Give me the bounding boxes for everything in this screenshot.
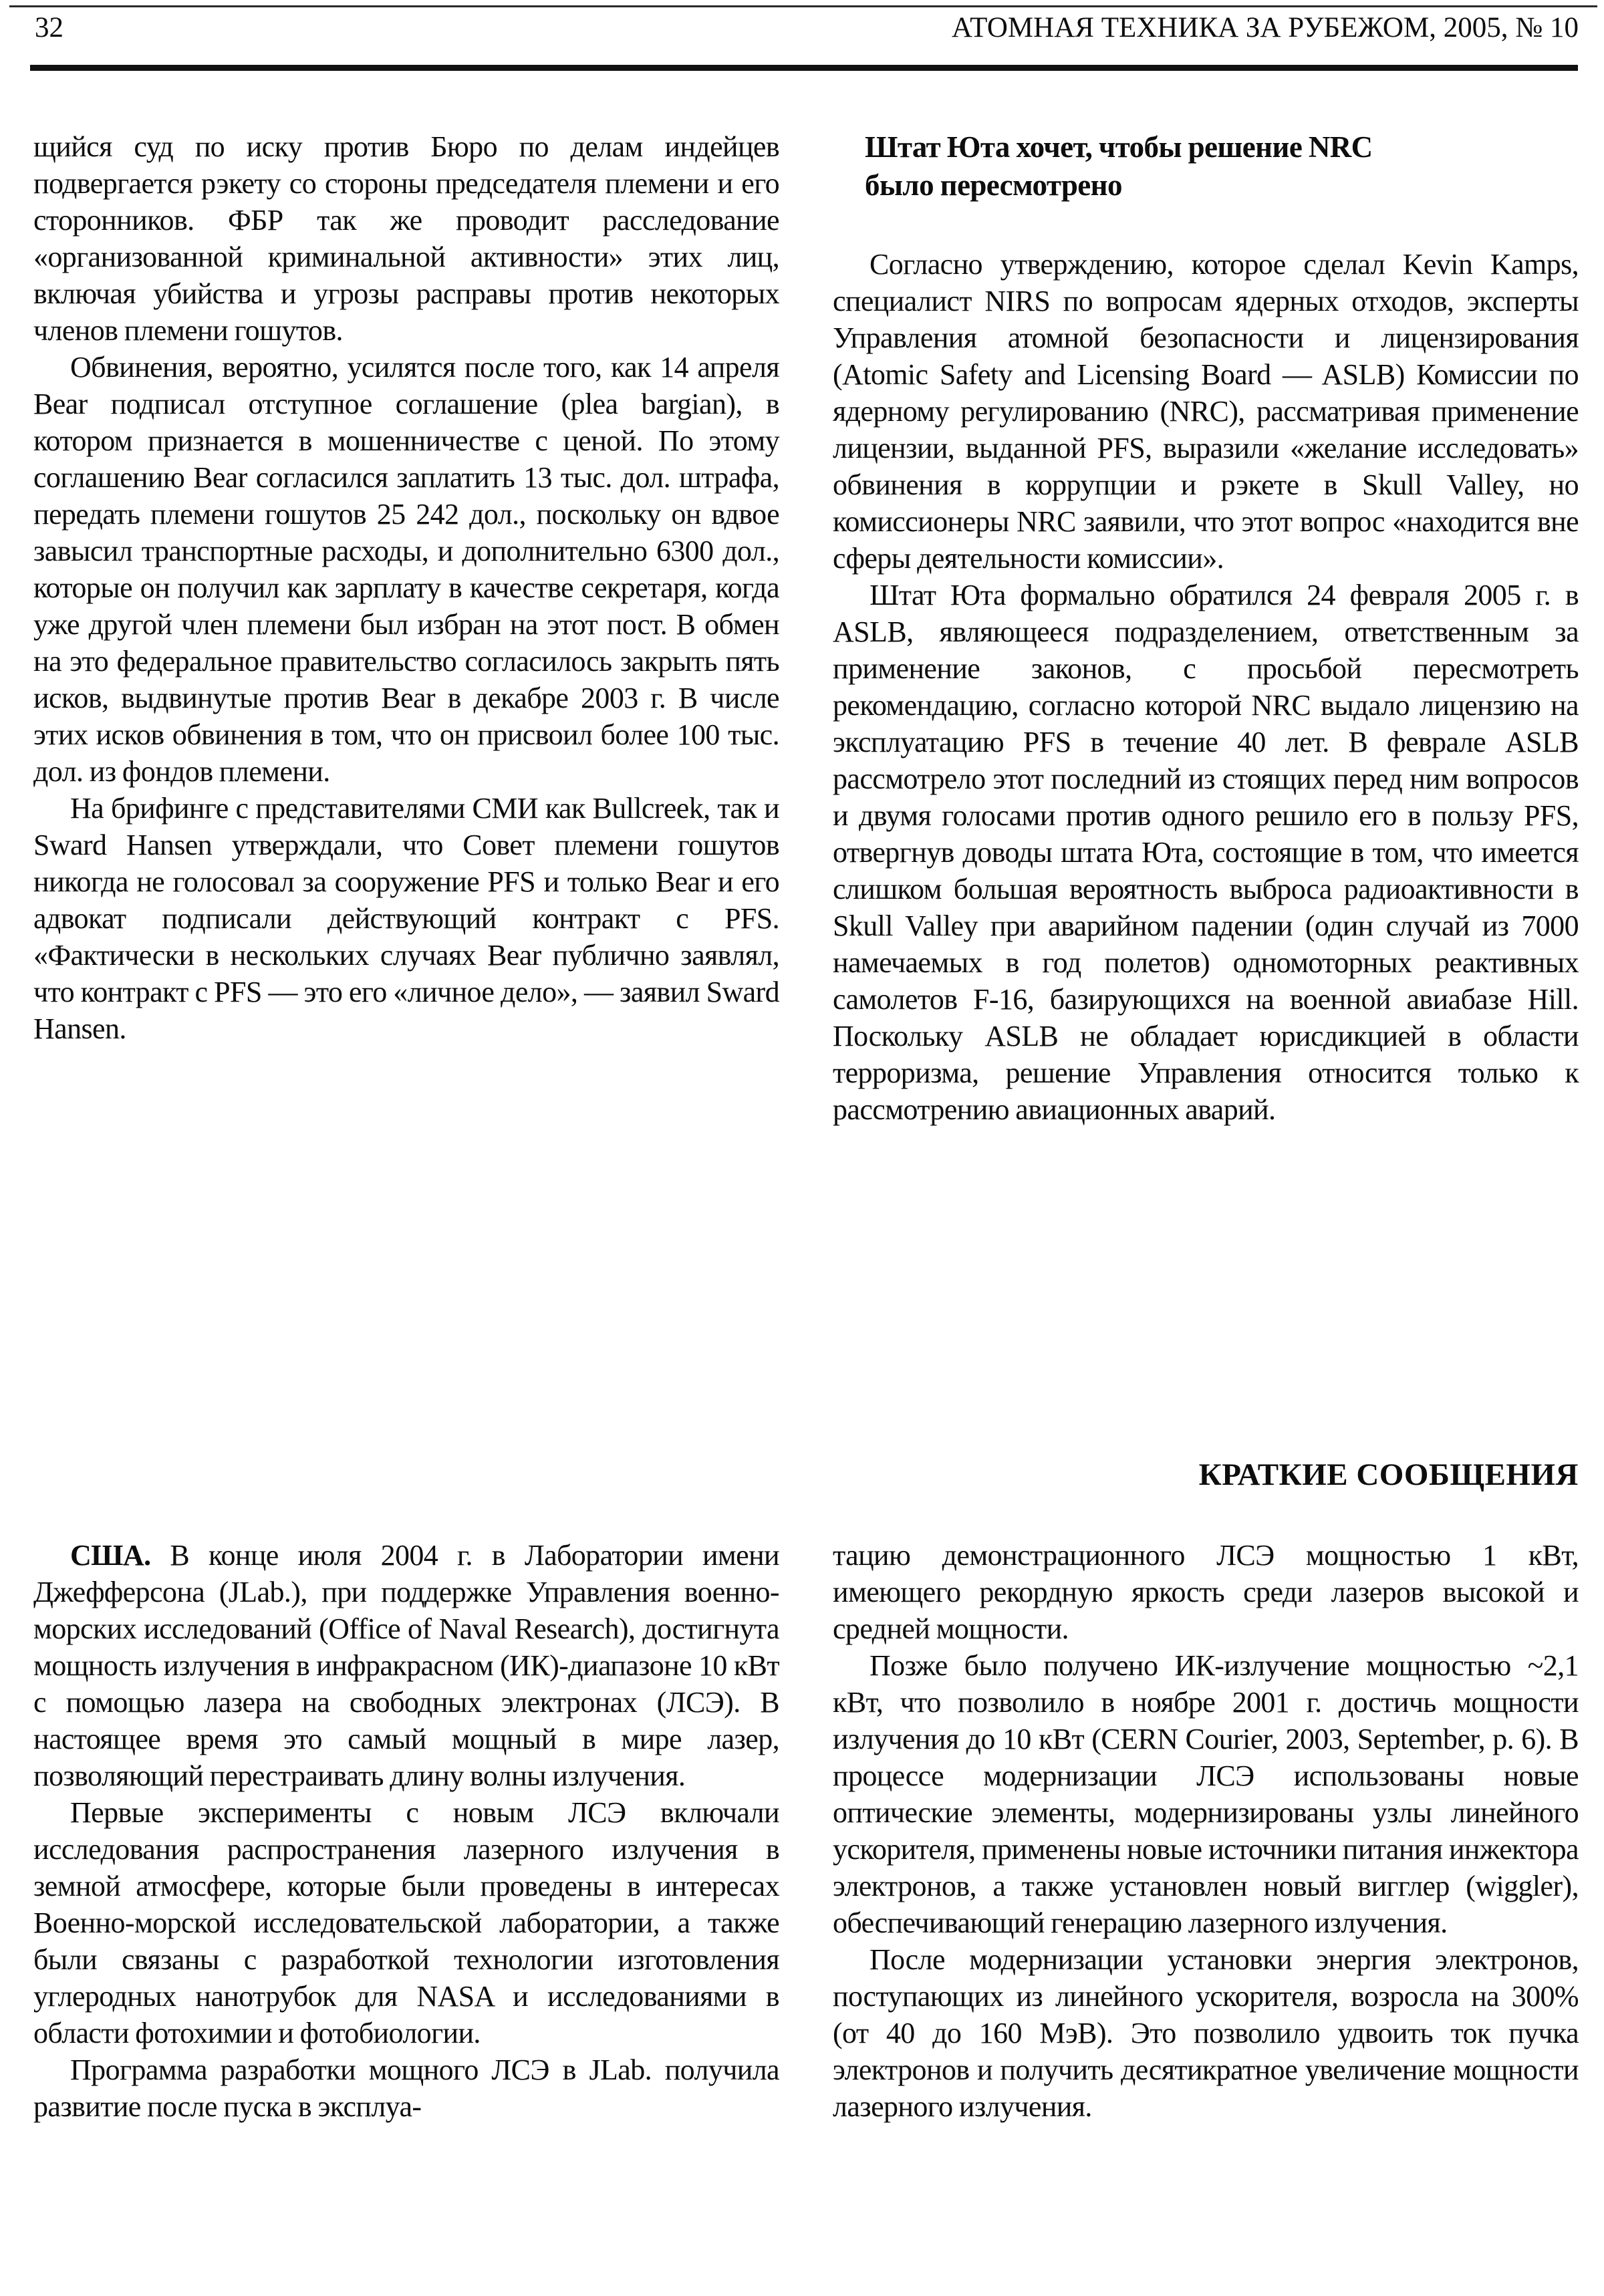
header-rule [30, 65, 1578, 71]
paragraph-utah-appeal-aslb: Штат Юта формально обратился 24 февраля 2005 г. в ASLB, являющееся подразделением, ответственным за применение законов, с просьбой пересмотреть рекомендацию, согласно которой NRC выдало лицензию на эксплуатацию PFS в течение 40 лет. В феврале ASLB рассмотрело этот последний из стоящих перед ним вопросов и двумя голосами против одного решило его в пользу PFS, отвергнув доводы штата Юта, состоящие в том, что имеется слишком большая вероятность выброса радиоактивности в Skull Valley при аварийном падении (один случай из 7000 намечаемых в год полетов) одномоторных реактивных самолетов F-16, базирующихся на военной авиабазе Hill. Поскольку ASLB не обладает юрисдикцией в области терроризма, решение Управления относится только к рассмотрению авиационных аварий. [833, 579, 1579, 1126]
article-heading-utah-nrc [865, 128, 1579, 204]
journal-title: АТОМНАЯ ТЕХНИКА ЗА РУБЕЖОМ, 2005, № 10 [951, 12, 1579, 43]
paragraph-usa-jlab-laser [33, 1537, 779, 1794]
left-column-top [33, 128, 779, 1047]
section-heading-brief-news: КРАТКИЕ СООБЩЕНИЯ [1198, 1457, 1579, 1492]
right-column-top [833, 128, 1579, 1128]
paragraph-energy-increase: После модернизации установки энергия электронов, поступающих из линейного ускорителя, возросла на 300% (от 40 до 160 МэВ). Это позволило удвоить ток пучка электронов и получить десятикратное увеличение мощности лазерного излучения. [833, 1943, 1579, 2123]
page-number: 32 [35, 12, 63, 43]
article-heading-line1: Штат Юта хочет, чтобы решение NRC [865, 130, 1373, 164]
paragraph-demo-fel-continuation: тацию демонстрационного ЛСЭ мощностью 1 кВт, имеющего рекордную яркость среди лазеров высокой и средней мощности. [833, 1539, 1579, 1645]
country-lead-usa: США. [70, 1539, 151, 1572]
paragraph-first-experiments: Первые эксперименты с новым ЛСЭ включали исследования распространения лазерного излучения в земной атмосфере, которые были проведены в интересах Военно-морской исследовательской лаборатории, а также были связаны с разработкой технологии изготовления углеродных нанотрубок для NASA и исследованиями в области фотохимии и фотобиологии. [33, 1796, 779, 2049]
paragraph-ik-radiation-upgrade: Позже было получено ИК-излучение мощностью ~2,1 кВт, что позволило в ноябре 2001 г. достичь мощности излучения до 10 кВт (CERN Courier, 2003, September, p. 6). В процессе модернизации ЛСЭ использованы новые оптические элементы, модернизированы узлы линейного ускорителя, применены новые источники питания инжектора электронов, а также установлен новый вигглер (wiggler), обеспечивающий генерацию лазерного излучения. [833, 1649, 1579, 1939]
paragraph-media-briefing: На брифинге с представителями СМИ как Bullcreek, так и Sward Hansen утверждали, что Совет племени гошутов никогда не голосовал за сооружение PFS и только Bear и его адвокат подписали действующий контракт с PFS. «Фактически в нескольких случаях Bear публично заявлял, что контракт с PFS — это его «личное дело», — заявил Sward Hansen. [33, 792, 779, 1045]
left-column-bottom [33, 1537, 779, 2125]
paragraph-program-development: Программа разработки мощного ЛСЭ в JLab. получила развитие после пуска в эксплуа- [33, 2053, 779, 2123]
page-header [35, 11, 1579, 45]
paragraph-kevin-kamps-statement: Согласно утверждению, которое сделал Kevin Kamps, специалист NIRS по вопросам ядерных отходов, эксперты Управления атомной безопасности и лицензирования (Atomic Safety and Licensing Board — ASLB) Комиссии по ядерному регулированию (NRC), рассматривая применение лицензии, выданной PFS, выразили «желание исследовать» обвинения в коррупции и рэкете в Skull Valley, но комиссионеры NRC заявили, что этот вопрос «находится вне сферы деятельности комиссии». [833, 248, 1579, 575]
right-column-bottom [833, 1537, 1579, 2125]
article-heading-line2: было пересмотрено [865, 168, 1122, 202]
paragraph-bear-plea: Обвинения, вероятно, усилятся после того, как 14 апреля Bear подписал отступное соглашение (plea bargian), в котором признается в мошенничестве с ценой. По этому соглашению Bear согласился заплатить 13 тыс. дол. штрафа, передать племени гошутов 25 242 дол., поскольку он вдвое завысил транспортные расходы, и дополнительно 6300 дол., которые он получил как зарплату в качестве секретаря, когда уже другой член племени был избран на этот пост. В обмен на это федеральное правительство согласилось закрыть пять исков, выдвинутые против Bear в декабре 2003 г. В числе этих исков обвинения в том, что он присвоил более 100 тыс. дол. из фондов племени. [33, 351, 779, 788]
paragraph-usa-jlab-laser-text: В конце июля 2004 г. в Лаборатории имени Джефферсона (JLab.), при поддержке Управления военно-морских исследований (Office of Naval Research), достигнута мощность излучения в инфракрасном (ИК)-диапазоне 10 кВт с помощью лазера на свободных электронах (ЛСЭ). В настоящее время это самый мощный в мире лазер, позволяющий перестраивать длину волны излучения. [33, 1539, 779, 1792]
page-top-edge-line [9, 5, 1597, 7]
paragraph-lawsuit-continuation: щийся суд по иску против Бюро по делам индейцев подвергается рэкету со стороны председателя племени и его сторонников. ФБР так же проводит расследование «организованной криминальной активности» этих лиц, включая убийства и угрозы расправы против некоторых членов племени гошутов. [33, 130, 779, 347]
